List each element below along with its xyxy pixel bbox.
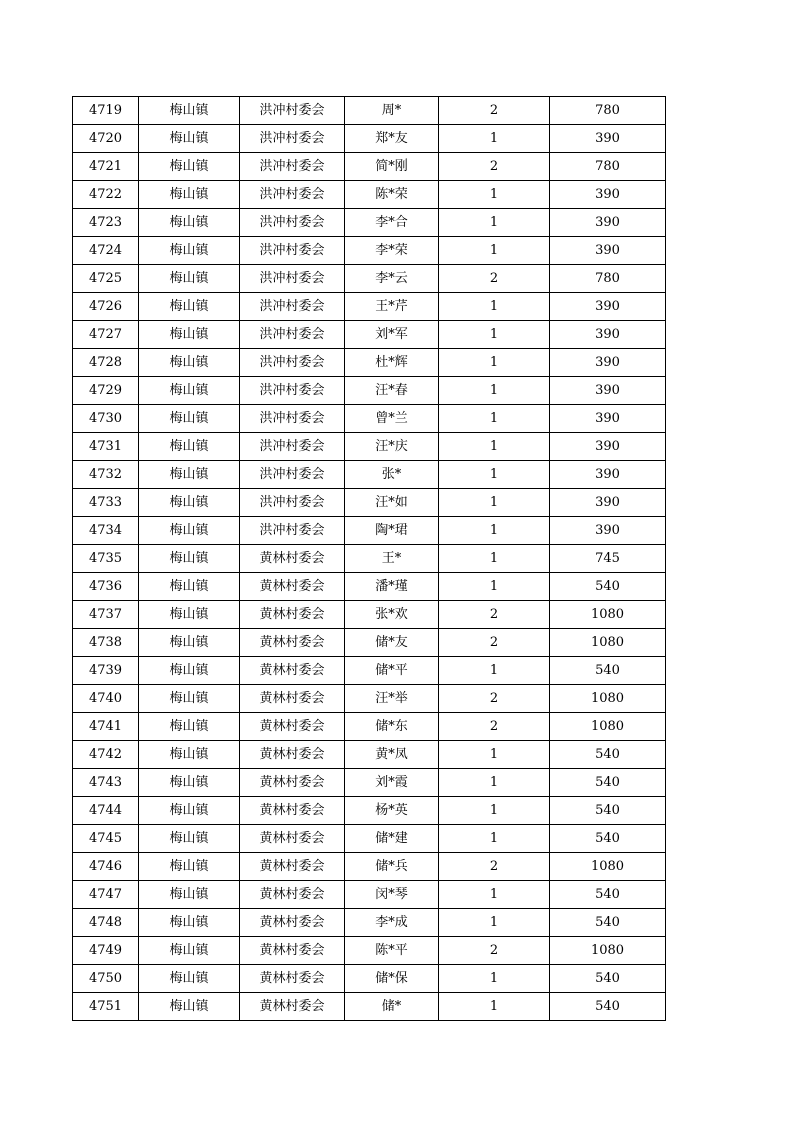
cell-town: 梅山镇 <box>139 881 240 909</box>
table-row <box>73 741 666 769</box>
cell-town: 梅山镇 <box>139 685 240 713</box>
cell-amount: 390 <box>550 461 666 489</box>
cell-amount: 780 <box>550 97 666 125</box>
cell-village-committee: 黄林村委会 <box>240 713 345 741</box>
cell-town: 梅山镇 <box>139 153 240 181</box>
table-row <box>73 909 666 937</box>
cell-amount: 390 <box>550 517 666 545</box>
cell-person-name: 张*欢 <box>345 601 439 629</box>
cell-person-count: 1 <box>439 489 550 517</box>
cell-record-id: 4734 <box>73 517 139 545</box>
cell-record-id: 4740 <box>73 685 139 713</box>
cell-village-committee: 黄林村委会 <box>240 657 345 685</box>
table-row <box>73 601 666 629</box>
cell-town: 梅山镇 <box>139 825 240 853</box>
cell-record-id: 4751 <box>73 993 139 1021</box>
cell-town: 梅山镇 <box>139 433 240 461</box>
cell-person-count: 2 <box>439 713 550 741</box>
table-row <box>73 573 666 601</box>
cell-person-count: 2 <box>439 153 550 181</box>
cell-record-id: 4724 <box>73 237 139 265</box>
cell-record-id: 4739 <box>73 657 139 685</box>
cell-amount: 390 <box>550 321 666 349</box>
cell-record-id: 4721 <box>73 153 139 181</box>
cell-person-count: 1 <box>439 237 550 265</box>
cell-town: 梅山镇 <box>139 97 240 125</box>
cell-amount: 390 <box>550 405 666 433</box>
cell-person-count: 1 <box>439 181 550 209</box>
cell-town: 梅山镇 <box>139 265 240 293</box>
table-row <box>73 629 666 657</box>
table-row <box>73 657 666 685</box>
cell-amount: 540 <box>550 881 666 909</box>
cell-town: 梅山镇 <box>139 209 240 237</box>
cell-person-name: 潘*瑾 <box>345 573 439 601</box>
cell-record-id: 4728 <box>73 349 139 377</box>
cell-town: 梅山镇 <box>139 601 240 629</box>
cell-record-id: 4732 <box>73 461 139 489</box>
table-row <box>73 181 666 209</box>
cell-amount: 390 <box>550 181 666 209</box>
cell-town: 梅山镇 <box>139 461 240 489</box>
cell-record-id: 4737 <box>73 601 139 629</box>
cell-person-name: 张* <box>345 461 439 489</box>
cell-record-id: 4744 <box>73 797 139 825</box>
cell-amount: 1080 <box>550 685 666 713</box>
cell-village-committee: 黄林村委会 <box>240 685 345 713</box>
table-row <box>73 825 666 853</box>
cell-amount: 540 <box>550 965 666 993</box>
cell-amount: 540 <box>550 797 666 825</box>
cell-town: 梅山镇 <box>139 321 240 349</box>
cell-village-committee: 洪冲村委会 <box>240 517 345 545</box>
cell-village-committee: 洪冲村委会 <box>240 237 345 265</box>
cell-record-id: 4735 <box>73 545 139 573</box>
cell-amount: 390 <box>550 349 666 377</box>
cell-person-name: 储*兵 <box>345 853 439 881</box>
cell-village-committee: 洪冲村委会 <box>240 377 345 405</box>
cell-village-committee: 黄林村委会 <box>240 825 345 853</box>
cell-person-count: 1 <box>439 405 550 433</box>
cell-record-id: 4726 <box>73 293 139 321</box>
table-row <box>73 881 666 909</box>
cell-record-id: 4747 <box>73 881 139 909</box>
cell-town: 梅山镇 <box>139 713 240 741</box>
cell-person-name: 李*云 <box>345 265 439 293</box>
cell-person-count: 1 <box>439 377 550 405</box>
cell-village-committee: 黄林村委会 <box>240 629 345 657</box>
table-row <box>73 965 666 993</box>
table-row <box>73 349 666 377</box>
cell-amount: 1080 <box>550 713 666 741</box>
cell-village-committee: 黄林村委会 <box>240 881 345 909</box>
table-row <box>73 797 666 825</box>
cell-town: 梅山镇 <box>139 377 240 405</box>
cell-person-name: 王* <box>345 545 439 573</box>
cell-village-committee: 黄林村委会 <box>240 797 345 825</box>
cell-person-count: 1 <box>439 573 550 601</box>
table-row <box>73 685 666 713</box>
cell-person-count: 2 <box>439 853 550 881</box>
cell-person-count: 2 <box>439 97 550 125</box>
cell-town: 梅山镇 <box>139 853 240 881</box>
cell-person-count: 1 <box>439 909 550 937</box>
cell-person-count: 2 <box>439 937 550 965</box>
cell-town: 梅山镇 <box>139 657 240 685</box>
cell-village-committee: 黄林村委会 <box>240 937 345 965</box>
cell-record-id: 4719 <box>73 97 139 125</box>
table-row <box>73 517 666 545</box>
cell-person-name: 杨*英 <box>345 797 439 825</box>
cell-person-name: 李*成 <box>345 909 439 937</box>
table-row <box>73 433 666 461</box>
cell-amount: 780 <box>550 153 666 181</box>
cell-amount: 540 <box>550 657 666 685</box>
table-row <box>73 489 666 517</box>
cell-person-count: 1 <box>439 349 550 377</box>
cell-person-count: 1 <box>439 741 550 769</box>
table-row <box>73 853 666 881</box>
cell-village-committee: 黄林村委会 <box>240 741 345 769</box>
cell-amount: 540 <box>550 993 666 1021</box>
cell-village-committee: 洪冲村委会 <box>240 125 345 153</box>
cell-town: 梅山镇 <box>139 993 240 1021</box>
table-row <box>73 377 666 405</box>
table-row <box>73 769 666 797</box>
cell-person-name: 刘*军 <box>345 321 439 349</box>
cell-person-count: 2 <box>439 601 550 629</box>
cell-amount: 390 <box>550 237 666 265</box>
table-row <box>73 293 666 321</box>
table-row <box>73 713 666 741</box>
cell-record-id: 4723 <box>73 209 139 237</box>
cell-person-count: 1 <box>439 657 550 685</box>
cell-village-committee: 黄林村委会 <box>240 965 345 993</box>
cell-village-committee: 黄林村委会 <box>240 573 345 601</box>
cell-person-name: 汪*举 <box>345 685 439 713</box>
cell-person-name: 杜*辉 <box>345 349 439 377</box>
cell-person-name: 陈*平 <box>345 937 439 965</box>
cell-person-name: 黄*凤 <box>345 741 439 769</box>
cell-amount: 540 <box>550 825 666 853</box>
cell-town: 梅山镇 <box>139 769 240 797</box>
cell-town: 梅山镇 <box>139 965 240 993</box>
cell-person-count: 1 <box>439 321 550 349</box>
cell-village-committee: 黄林村委会 <box>240 853 345 881</box>
cell-record-id: 4733 <box>73 489 139 517</box>
cell-town: 梅山镇 <box>139 937 240 965</box>
cell-record-id: 4746 <box>73 853 139 881</box>
table-row <box>73 937 666 965</box>
cell-village-committee: 洪冲村委会 <box>240 489 345 517</box>
table-row <box>73 405 666 433</box>
cell-town: 梅山镇 <box>139 489 240 517</box>
cell-person-name: 郑*友 <box>345 125 439 153</box>
cell-amount: 540 <box>550 909 666 937</box>
cell-village-committee: 洪冲村委会 <box>240 265 345 293</box>
cell-record-id: 4736 <box>73 573 139 601</box>
data-table <box>72 96 666 1021</box>
cell-person-name: 闵*琴 <box>345 881 439 909</box>
cell-amount: 780 <box>550 265 666 293</box>
cell-person-count: 1 <box>439 461 550 489</box>
cell-person-name: 曾*兰 <box>345 405 439 433</box>
table-row <box>73 153 666 181</box>
cell-person-count: 1 <box>439 965 550 993</box>
cell-town: 梅山镇 <box>139 741 240 769</box>
cell-village-committee: 洪冲村委会 <box>240 405 345 433</box>
cell-town: 梅山镇 <box>139 909 240 937</box>
cell-record-id: 4731 <box>73 433 139 461</box>
cell-village-committee: 洪冲村委会 <box>240 209 345 237</box>
table-row <box>73 265 666 293</box>
table-row <box>73 321 666 349</box>
table-row <box>73 209 666 237</box>
cell-person-count: 1 <box>439 545 550 573</box>
cell-amount: 390 <box>550 489 666 517</box>
cell-person-name: 刘*霞 <box>345 769 439 797</box>
cell-village-committee: 洪冲村委会 <box>240 293 345 321</box>
cell-record-id: 4730 <box>73 405 139 433</box>
cell-person-name: 李*合 <box>345 209 439 237</box>
cell-amount: 1080 <box>550 601 666 629</box>
cell-amount: 1080 <box>550 853 666 881</box>
cell-town: 梅山镇 <box>139 349 240 377</box>
cell-record-id: 4722 <box>73 181 139 209</box>
cell-person-name: 储*平 <box>345 657 439 685</box>
cell-person-count: 1 <box>439 881 550 909</box>
cell-person-name: 储* <box>345 993 439 1021</box>
cell-village-committee: 洪冲村委会 <box>240 181 345 209</box>
cell-record-id: 4743 <box>73 769 139 797</box>
cell-person-count: 1 <box>439 797 550 825</box>
cell-record-id: 4745 <box>73 825 139 853</box>
cell-amount: 390 <box>550 125 666 153</box>
cell-person-name: 汪*庆 <box>345 433 439 461</box>
cell-person-count: 1 <box>439 769 550 797</box>
cell-town: 梅山镇 <box>139 629 240 657</box>
cell-village-committee: 黄林村委会 <box>240 545 345 573</box>
cell-person-count: 1 <box>439 209 550 237</box>
cell-amount: 390 <box>550 433 666 461</box>
cell-record-id: 4729 <box>73 377 139 405</box>
cell-village-committee: 洪冲村委会 <box>240 321 345 349</box>
cell-village-committee: 黄林村委会 <box>240 993 345 1021</box>
cell-person-count: 1 <box>439 825 550 853</box>
cell-person-count: 2 <box>439 685 550 713</box>
cell-town: 梅山镇 <box>139 181 240 209</box>
cell-person-name: 李*荣 <box>345 237 439 265</box>
cell-town: 梅山镇 <box>139 293 240 321</box>
cell-village-committee: 洪冲村委会 <box>240 97 345 125</box>
table-row <box>73 125 666 153</box>
cell-amount: 540 <box>550 769 666 797</box>
cell-village-committee: 洪冲村委会 <box>240 461 345 489</box>
cell-record-id: 4750 <box>73 965 139 993</box>
table-row <box>73 545 666 573</box>
cell-person-name: 储*建 <box>345 825 439 853</box>
cell-town: 梅山镇 <box>139 125 240 153</box>
cell-person-count: 2 <box>439 629 550 657</box>
cell-amount: 540 <box>550 741 666 769</box>
cell-person-name: 储*东 <box>345 713 439 741</box>
cell-amount: 390 <box>550 209 666 237</box>
cell-town: 梅山镇 <box>139 237 240 265</box>
cell-record-id: 4748 <box>73 909 139 937</box>
cell-amount: 540 <box>550 573 666 601</box>
table-row <box>73 237 666 265</box>
cell-person-count: 1 <box>439 293 550 321</box>
cell-village-committee: 黄林村委会 <box>240 909 345 937</box>
cell-person-name: 汪*春 <box>345 377 439 405</box>
cell-person-count: 1 <box>439 993 550 1021</box>
cell-amount: 1080 <box>550 937 666 965</box>
cell-record-id: 4749 <box>73 937 139 965</box>
cell-person-name: 储*友 <box>345 629 439 657</box>
cell-town: 梅山镇 <box>139 797 240 825</box>
cell-town: 梅山镇 <box>139 405 240 433</box>
cell-record-id: 4725 <box>73 265 139 293</box>
cell-person-name: 陶*珺 <box>345 517 439 545</box>
cell-village-committee: 黄林村委会 <box>240 769 345 797</box>
cell-village-committee: 洪冲村委会 <box>240 349 345 377</box>
cell-record-id: 4741 <box>73 713 139 741</box>
cell-amount: 390 <box>550 293 666 321</box>
cell-amount: 1080 <box>550 629 666 657</box>
table-row <box>73 993 666 1021</box>
cell-village-committee: 洪冲村委会 <box>240 433 345 461</box>
table-row <box>73 97 666 125</box>
cell-amount: 390 <box>550 377 666 405</box>
cell-person-name: 简*刚 <box>345 153 439 181</box>
table-body <box>73 97 666 1021</box>
cell-record-id: 4742 <box>73 741 139 769</box>
cell-person-name: 王*芹 <box>345 293 439 321</box>
cell-amount: 745 <box>550 545 666 573</box>
cell-person-name: 陈*荣 <box>345 181 439 209</box>
cell-record-id: 4727 <box>73 321 139 349</box>
cell-person-name: 汪*如 <box>345 489 439 517</box>
cell-person-name: 周* <box>345 97 439 125</box>
cell-village-committee: 洪冲村委会 <box>240 153 345 181</box>
cell-record-id: 4720 <box>73 125 139 153</box>
cell-person-count: 2 <box>439 265 550 293</box>
cell-person-count: 1 <box>439 125 550 153</box>
cell-village-committee: 黄林村委会 <box>240 601 345 629</box>
table-row <box>73 461 666 489</box>
cell-person-count: 1 <box>439 517 550 545</box>
cell-person-name: 储*保 <box>345 965 439 993</box>
cell-record-id: 4738 <box>73 629 139 657</box>
cell-town: 梅山镇 <box>139 517 240 545</box>
cell-town: 梅山镇 <box>139 573 240 601</box>
cell-town: 梅山镇 <box>139 545 240 573</box>
cell-person-count: 1 <box>439 433 550 461</box>
